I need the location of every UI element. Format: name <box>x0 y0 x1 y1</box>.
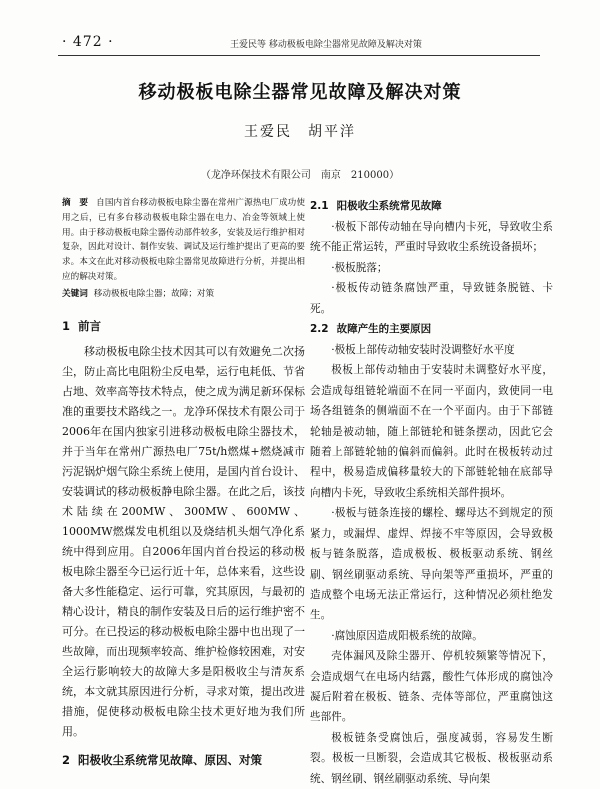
intro-paragraph: 移动极板电除尘技术因其可以有效避免二次扬尘，防止高比电阻粉尘反电晕，运行电耗低、节省占地、效率高等技术特点，使之成为满足新环保标准的重要技术路线之一。龙净环保技术有限公司于2006年在国内独家引进移动极板电除尘器技术，并于当年在常州广源热电厂75t/h燃煤+燃烧减市污泥锅炉烟气除尘系统上使用，是国内首台设计、安装调试的移动极板静电除尘器。在此之后，该技术陆续在200MW、300MW、600MW、1000MW燃煤发电机组以及烧结机头烟气净化系统中得到应用。自2006年国内首台投运的移动极板电除尘器至今已运行近十年，总体来看，这些设备大多性能稳定、运行可靠，究其原因，与最初的精心设计，精良的制作安装及日后的运行维护密不可分。在已投运的移动极板电除尘器中也出现了一些故障，而出现频率较高、维护检修较困难，对安全运行影响较大的故障大多是阳极收尘与清灰系统，本文就其原因进行分析，寻求对策，提出改进措施，促使移动极板电除尘技术更好地为我们所用。 <box>62 344 305 738</box>
section-title: 阳极收尘系统常见故障、原因、对策 <box>78 752 263 767</box>
subsection-number: 2.2 <box>310 323 329 336</box>
bullet-item: ·极板下部传动轴在导向槽内卡死，导致收尘系统不能正常运转，严重时导致收尘系统设备损坏； <box>310 221 553 254</box>
bullet-item: ·极板上部传动轴安装时没调整好水平度 <box>331 344 515 357</box>
bullet-item: ·极板与链条连接的螺栓、螺母达不到规定的预紧力，或漏焊、虚焊、焊接不牢等原因，会导致极板与链条脱落，造成极板、极板驱动系统、钢丝刷、钢丝刷驱动系统、导向架等严重损坏，严重的造成整个电场无法正常运行，这种情况必须杜绝发生。 <box>310 507 553 622</box>
body-paragraph: 极板链条受腐蚀后，强度减弱，容易发生断裂。极板一旦断裂，会造成其它极板、极板驱动系统、钢丝刷、钢丝刷驱动系统、导向架 <box>310 731 553 785</box>
page-number: · 472 · <box>62 34 114 50</box>
article-authors: 王爱民 胡平洋 <box>244 124 356 140</box>
keywords-text: 移动极板电除尘器；故障；对策 <box>93 288 215 299</box>
subsection-heading-2-2 <box>310 319 553 340</box>
subsection-number: 2.1 <box>310 200 329 212</box>
abstract <box>62 196 305 285</box>
article-title: 移动极板电除尘器常见故障及解决对策 <box>138 82 462 103</box>
subsection-title: 故障产生的主要原因 <box>336 323 432 336</box>
section-heading-2 <box>62 750 305 770</box>
keywords <box>62 287 305 302</box>
body-paragraph: 极板上部传动轴由于安装时未调整好水平度，会造成每组链轮端面不在同一平面内，致使同一电场各组链条的侧端面不在一个平面内。由于下部链轮轴是被动轴，随上部链轮和链条摆动，因此它会随着上部链轮轴的偏斜而偏斜。此时在极板转动过程中，极易造成偏移量较大的下部链轮轴在底部导向槽内卡死，导致收尘系统相关部件损坏。 <box>310 364 553 499</box>
body-paragraph: 壳体漏风及除尘器开、停机较频繁等情况下，会造成烟气在电场内结露，酸性气体形成的腐蚀冷凝后附着在极板、链条、壳体等部位，严重腐蚀这些部件。 <box>310 650 553 724</box>
left-column <box>62 196 305 776</box>
subsection-title: 阳极收尘系统常见故障 <box>336 200 442 212</box>
subsection-heading-2-1 <box>310 196 553 217</box>
bullet-item: ·极板传动链条腐蚀严重，导致链条脱链、卡死。 <box>310 282 553 315</box>
article-affiliation: （龙净环保技术有限公司 南京 210000） <box>200 170 400 181</box>
page-header <box>0 0 600 60</box>
section-number: 1 <box>62 318 71 333</box>
right-column <box>310 196 553 789</box>
abstract-text: 自国内首台移动极板电除尘器在常州广源热电厂成功使用之后，已有多台移动极板电除尘器在电力、冶金等领域上使用。由于移动极板电除尘器传动部件较多，安装及运行维护相对复杂，因此对设计、制作安装、调试及运行维护提出了更高的要求。本文在此对移动极板电除尘器常见故障进行分析，并提出相应的解决对策。 <box>62 198 305 282</box>
running-title: 王爱民等 移动极板电除尘器常见故障及解决对策 <box>230 40 422 50</box>
abstract-label: 摘 要 <box>62 198 89 208</box>
section-heading-1 <box>62 316 305 336</box>
section-number: 2 <box>62 752 71 767</box>
header-rule <box>58 55 540 56</box>
bullet-item: ·极板脱落； <box>331 261 388 274</box>
keywords-label: 关键词 <box>62 288 88 299</box>
bullet-item: ·腐蚀原因造成阳极系统的故障。 <box>331 629 483 642</box>
section-title: 前言 <box>78 318 102 333</box>
